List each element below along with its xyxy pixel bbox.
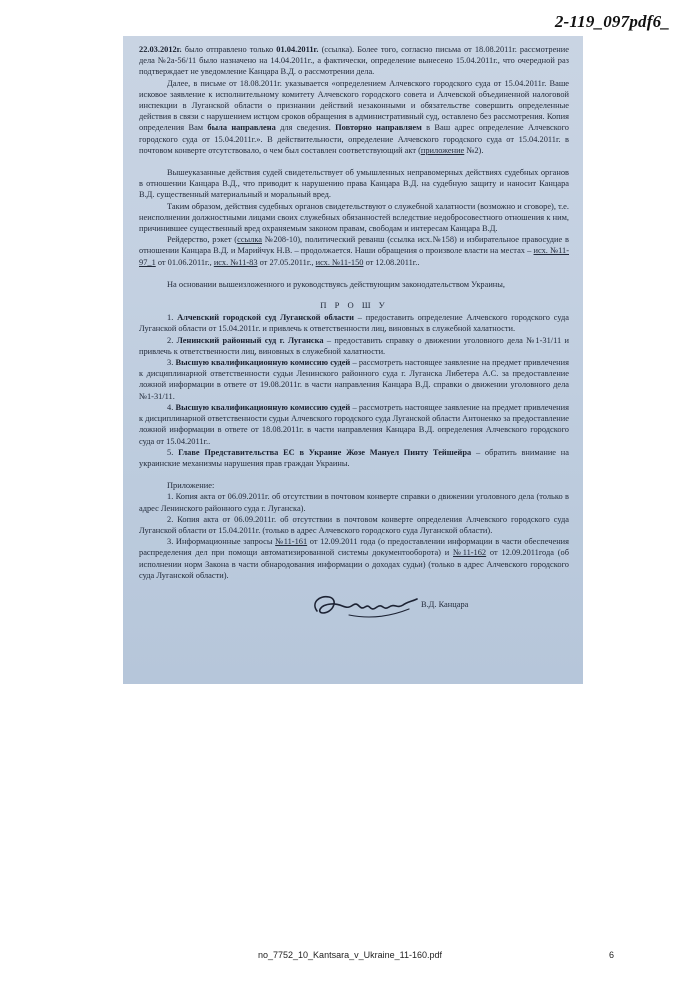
attachment-link[interactable]: приложение xyxy=(420,145,465,155)
paragraph-3: Вышеуказанные действия судей свидетельствует об умышленных неправомерных действиях судебных органов в отношении Канцара В.Д., что приводит к нарушению права Канцара В.Д. на судебную защиту и наносит Канцара В.Д. существенный материальный и моральный вред. xyxy=(139,168,569,200)
page-reference-header: 2-119_097pdf6_ xyxy=(554,12,670,31)
request-title: П Р О Ш У xyxy=(320,300,388,311)
attachments-title: Приложение: xyxy=(167,481,215,491)
attachment-item: 3. Информационные запросы №11-161 от 12.09.2011 года (о предоставлении информации в части обеспечения распределения дел при помощи автоматизированной системы документооборота) и №11-162 от 12.09.2011года (об исполнении норм Закона в части обнародования информации о доходах судьи) (только в адрес Алчевского городского суда Луганской области). xyxy=(139,537,570,580)
reference-link[interactable]: исх. №11-83 xyxy=(213,257,258,267)
request-item: 4. Высшую квалификационную комиссию судей – рассмотреть настоящее заявление на предмет привлечения к дисциплинарной ответственности судьи Алчевского городского суда Луганской области Антоненко за предоставление ложной информации в ответе от 18.08.2011г. в части направления Канцара В.Д. определения Алчевского городского суда от 15.04.2011г.. xyxy=(139,402,570,446)
request-item: 2. Ленинский районный суд г. Луганска – предоставить справку о движении уголовного дела №1-31/11 и привлечь к ответственности лиц, виновных в служебной халатности. xyxy=(139,335,569,356)
scanned-letter-page xyxy=(123,36,583,684)
reference-link[interactable]: №11-162 xyxy=(453,548,487,558)
paragraph-5: Рейдерство, рэкет (ссылка №208-10), политический реванш (ссылка исх.№158) и избирательное правосудие в отношении Канцара В.Д. и Марийчук Н.В. – продолжается. Наши обращения о произволе власти на местах – исх. №11-97_1 от 01.06.2011г., исх. №11-83 от 27.05.2011г., исх. №11-150 от 12.08.2011г.. xyxy=(139,235,570,267)
paragraph-6: На основании вышеизложенного и руководствуясь действующим законодательством Украины, xyxy=(167,279,506,289)
paragraph-1: 22.03.2012г. было отправлено только 01.04.2011г. (ссылка). Более того, согласно письма от 18.08.2011г. рассмотрение дела №2а-56/11 было назначено на 14.04.2011г., а фактически, определение вынесено 15.04.2011г., что очередной раз подтверждает не уведомление Канцара В.Д. о рассмотрении дела. xyxy=(139,45,569,77)
attachment-item: 2. Копия акта от 06.09.2011г. об отсутствии в почтовом конверте определения Алчевского городского суда Луганской области от 15.04.2011г. (только в адрес Алчевского городского суда Луганской области). xyxy=(139,514,569,535)
signature-block xyxy=(139,589,569,629)
paragraph-4: Таким образом, действия судебных органов свидетельствуют о служебной халатности (возможно и сговоре), т.е. неисполнении должностными лицами своих служебных обязанностей вследствие недобросовестного отношения к ним, причинившее существенный вред охраняемым законом правам, свободам и интересам Канцара В.Д. xyxy=(139,201,569,234)
request-item: 1. Алчевский городской суд Луганской области – предоставить определение Алчевского городского суда Луганской области от 15.04.2011г. и привлечь к ответственности лиц, виновных в служебной халатности. xyxy=(139,313,570,334)
attachment-item: 1. Копия акта от 06.09.2011г. об отсутствии в почтовом конверте справки о движении уголовного дела (только в адрес Ленинского районного суда г. Луганска). xyxy=(139,492,569,513)
reference-link[interactable]: №11-161 xyxy=(275,537,308,547)
signatory-name: В.Д. Канцара xyxy=(421,599,469,609)
request-item: 3. Высшую квалификационную комиссию судей – рассмотреть настоящее заявление на предмет привлечения к дисциплинарной ответственности судьи Ленинского районного суда г. Луганска Либетера А.С. за предоставление ложной информации в ответе от 19.08.2011г. в части направления Канцара В.Д. справки о движении уголовного дела №1-31/11. xyxy=(139,358,570,401)
handwritten-signature xyxy=(309,589,419,625)
paragraph-2: Далее, в письме от 18.08.2011г. указывается «определением Алчевского городского суда от 15.04.2011г. Ваше исковое заявление к исполнительному комитету Алчевского городского совета и Алчевской объединенной налоговой инспекции в Луганской области о признании действий незаконными и обязательстве совершить определенные действия в связи с нарушением истцом сроков обращения в административный суд, оставлено без рассмотрения. Копия определения Вам была направлена для сведения. Повторно направляем в Ваш адрес определение Алчевского городского суда от 15.04.2011г.». В действительности, определение Алчевского городского суда от 15.04.2011г. в почтовом конверте отсутствовало, о чем был составлен соответствующий акт (приложение №2). xyxy=(139,78,569,155)
reference-link[interactable]: исх. №11-97_1 xyxy=(139,246,570,267)
request-item: 5. Главе Представительства ЕС в Украине Жозе Мануел Пинту Тейшейра – обратить внимание на украинские механизмы нарушения прав граждан Украины. xyxy=(139,447,569,468)
footer-filename: no_7752_10_Kantsara_v_Ukraine_11-160.pdf xyxy=(258,950,442,960)
reference-link[interactable]: исх. №11-150 xyxy=(315,257,364,267)
reference-link[interactable]: ссылка xyxy=(237,235,263,245)
footer-page-number: 6 xyxy=(609,950,615,960)
